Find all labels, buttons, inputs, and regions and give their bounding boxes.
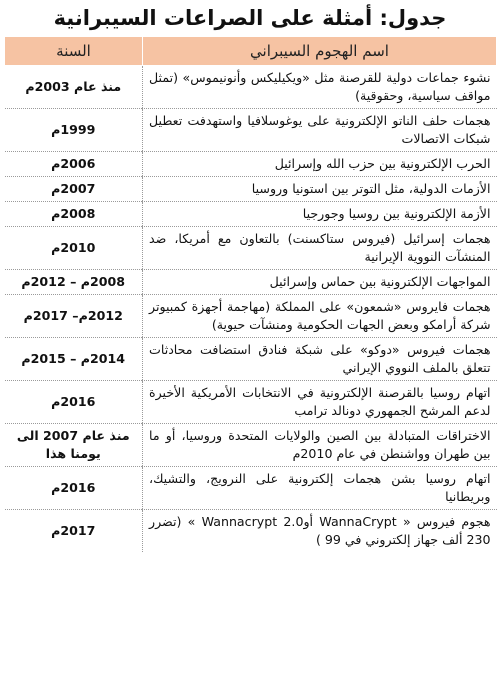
year-cell: 2016م (5, 467, 143, 510)
attack-name-cell: هجمات فايروس «شمعون» على المملكة (مهاجمة أجهزة كمبيوتر شركة أرامكو وبعض الجهات الحكومية ومنشآت حيوية) (143, 295, 497, 338)
attack-name-cell: اتهام روسيا بالقرصنة الإلكترونية في الانتخابات الأمريكية الأخيرة لدعم المرشح الجمهوري دونالد ترامب (143, 381, 497, 424)
table-row (5, 227, 497, 270)
attack-name-cell: الأزمة الإلكترونية بين روسيا وجورجيا (143, 202, 497, 227)
attack-name-cell: الحرب الإلكترونية بين حزب الله وإسرائيل (143, 152, 497, 177)
table-row (5, 381, 497, 424)
year-cell: 2008م – 2012م (5, 270, 143, 295)
table-row (5, 510, 497, 553)
attack-name-cell: هجمات إسرائيل (فيروس ستاكسنت) بالتعاون مع أمريكا، ضد المنشآت النووية الإيرانية (143, 227, 497, 270)
table-row (5, 66, 497, 109)
attack-name-cell: هجوم فيروس « WannaCrypt أو2.0 Wannacrypt » (تضرر 230 ألف جهاز إلكتروني في 99 ) (149, 514, 491, 547)
table-header (5, 37, 497, 66)
table-row (5, 424, 497, 467)
header-row (5, 37, 497, 66)
year-cell: 1999م (5, 109, 143, 152)
table-row (5, 152, 497, 177)
year-cell: منذ عام 2007 الى يومنا هذا (5, 424, 143, 467)
table-row (5, 270, 497, 295)
attack-name-cell: الاختراقات المتبادلة بين الصين والولايات المتحدة وروسيا، أو ما بين طهران وواشنطن في عام 2010م (143, 424, 497, 467)
attack-name-cell: المواجهات الإلكترونية بين حماس وإسرائيل (143, 270, 497, 295)
year-cell: 2016م (5, 381, 143, 424)
year-cell: 2006م (5, 152, 143, 177)
year-cell: منذ عام 2003م (5, 66, 143, 109)
year-cell: 2010م (5, 227, 143, 270)
header-attack-name: اسم الهجوم السيبراني (143, 37, 497, 66)
table-row (5, 177, 497, 202)
year-cell: 2012م– 2017م (5, 295, 143, 338)
table-row (5, 109, 497, 152)
table-row (5, 202, 497, 227)
year-cell: 2008م (5, 202, 143, 227)
page-title: جدول: أمثلة على الصراعات السيبرانية (53, 6, 447, 30)
year-cell: 2014م – 2015م (5, 338, 143, 381)
year-cell: 2007م (5, 177, 143, 202)
attack-name-cell: نشوء جماعات دولية للقرصنة مثل «ويكيليكس وأنونيموس» (تمثل مواقف سياسية، وحقوقية) (143, 66, 497, 109)
table-body (5, 66, 497, 553)
attack-name-cell: اتهام روسيا بشن هجمات إلكترونية على النرويج، والتشيك، وبريطانيا (143, 467, 497, 510)
attack-name-cell: هجمات فيروس «دوكو» على شبكة فنادق استضافت محادثات تتعلق بالملف النووي الإيراني (143, 338, 497, 381)
table-row (5, 338, 497, 381)
table-row (5, 467, 497, 510)
attack-name-cell: هجمات حلف الناتو الإلكترونية على يوغوسلافيا واستهدفت تعطيل شبكات الاتصالات (143, 109, 497, 152)
cyber-conflicts-table (4, 36, 497, 552)
attack-name-cell: الأزمات الدولية، مثل التوتر بين استونيا وروسيا (143, 177, 497, 202)
header-year: السنة (5, 37, 143, 66)
year-cell: 2017م (5, 510, 143, 553)
table-row (5, 295, 497, 338)
